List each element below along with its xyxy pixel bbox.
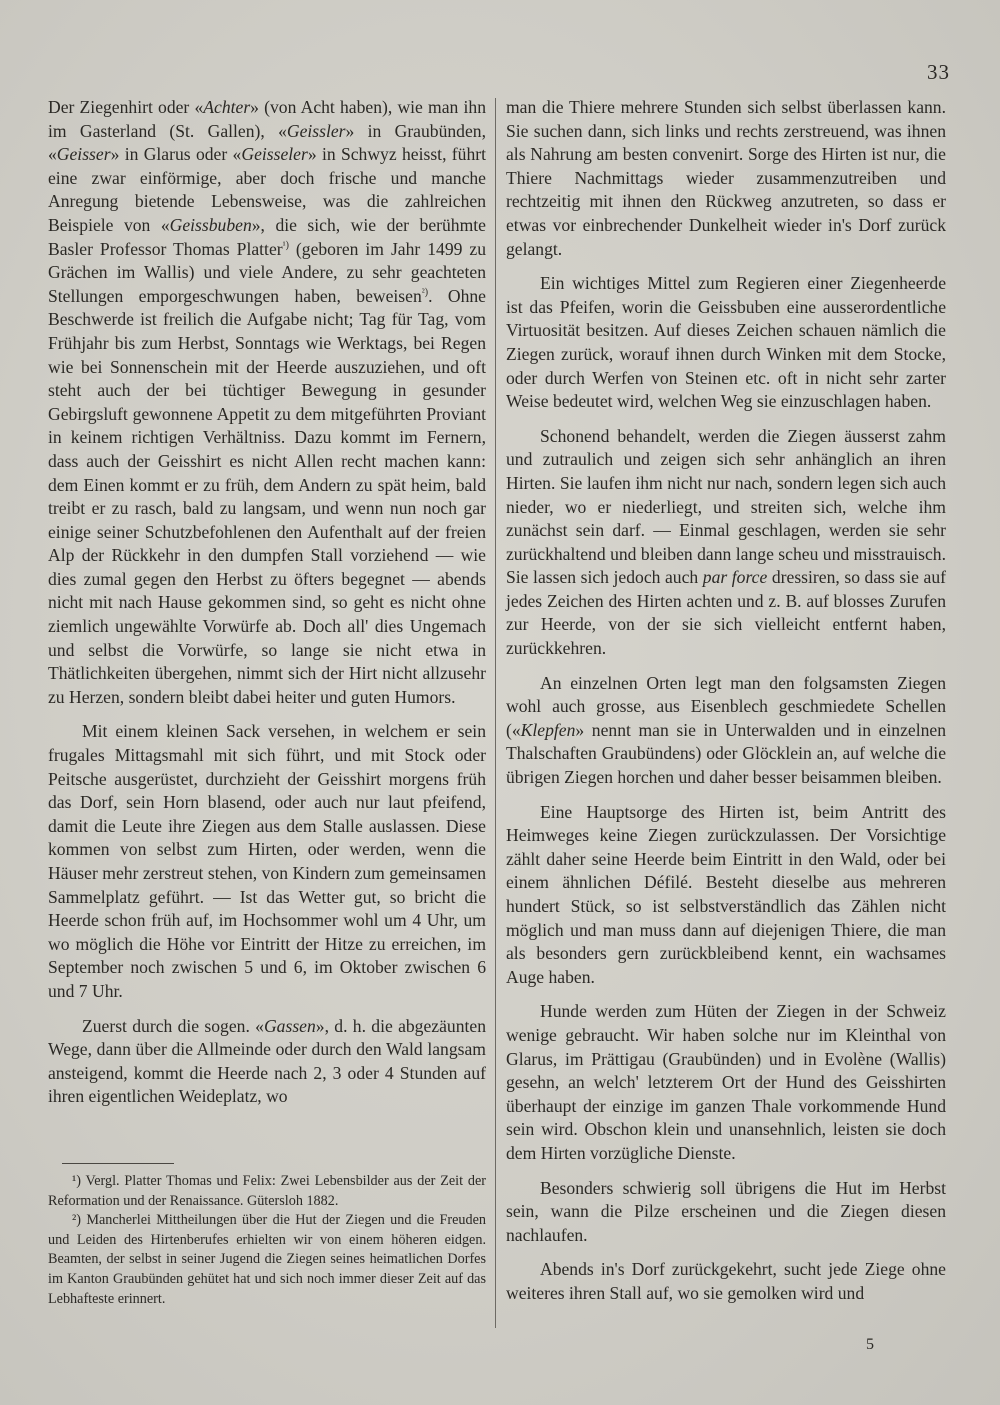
paragraph: Ein wichtiges Mittel zum Regieren einer Ziegenheerde ist das Pfeifen, worin die Geissbuben eine ausserordentliche Virtuosität besitzen. Auf dieses Zeichen schauen nämlich die Ziegen zurück, worauf ihnen durch Winken mit dem Stocke, oder durch Werfen von Steinen etc. oft in nicht sehr zarter Weise bedeutet wird, welchen Weg sie einzuschlagen haben. xyxy=(506,273,946,412)
paragraph: Abends in's Dorf zurückgekehrt, sucht jede Ziege ohne weiteres ihren Stall auf, wo sie gemolken wird und xyxy=(506,1259,946,1303)
paragraph: Hunde werden zum Hüten der Ziegen in der Schweiz wenige gebraucht. Wir haben solche nur im Kleinthal von Glarus, im Prättigau (Graubünden) und in Evolène (Wallis) gesehn, an welch' letzterem Ort der Hund des Geisshirten überhaupt der einzige im ganzen Thale vorkommende Hund sein wird. Obschon klein und unansehnlich, leisten sie doch dem Hirten vorzügliche Dienste. xyxy=(506,1001,946,1163)
signature-mark: 5 xyxy=(866,1336,874,1353)
page-number: 33 xyxy=(927,60,950,84)
footnote-rule xyxy=(62,1163,174,1164)
footnote-ref: ¹) xyxy=(282,239,289,251)
paragraph: Eine Hauptsorge des Hirten ist, beim Antritt des Heimweges keine Ziegen zurückzulassen. Der Vorsichtige zählt daher seine Heerde beim Eintritt in den Wald, oder bei einem ähnlichen Défilé. Besteht dieselbe aus mehreren hundert Stück, so ist selbstverständlich das Zählen nicht möglich und man muss dann auf diejenigen Thiere, die man als besonders gern zurückbleibend kennt, ein wachsames Auge haben. xyxy=(506,801,946,987)
column-divider xyxy=(495,98,496,1328)
footnote-2: ²) Mancherlei Mittheilungen über die Hut der Ziegen und die Freuden und Leiden des Hirtenberufes erhielten wir von einem höheren eidgen. Beamten, der selbst in seiner Jugend die Ziegen seines heimatlichen Dorfes im Kanton Graubünden gehütet hat und sich noch immer dieser Zeit auf das Lebhafteste erinnert. xyxy=(48,1212,486,1307)
paragraph: Zuerst durch die sogen. «Gassen», d. h. die abgezäunten Wege, dann über die Allmeinde oder durch den Wald langsam ansteigend, kommt die Heerde nach 2, 3 oder 4 Stunden auf ihren eigentlichen Weideplatz, wo xyxy=(48,1015,486,1107)
paragraph: Schonend behandelt, werden die Ziegen äusserst zahm und zutraulich und zeigen sich sehr anhänglich an ihren Hirten. Sie laufen ihm nicht nur nach, sondern legen sich auch nieder, wo er niederliegt, und streiten sich, welche ihm zunächst sein darf. — Einmal geschlagen, werden sie sehr zurückhaltend und bleiben dann lange scheu und misstrauisch. Sie lassen sich jedoch auch par force dressiren, so dass sie auf jedes Zeichen des Hirten achten und z. B. auf blosses Zurufen zur Heerde, von der sie sich vielleicht entfernt haben, zurückkehren. xyxy=(506,425,947,659)
paragraph: man die Thiere mehrere Stunden sich selbst überlassen kann. Sie suchen dann, sich links und rechts zerstreuend, was ihnen als Nahrung am besten convenirt. Sorge des Hirten ist nur, die Thiere Nachmittags wieder zusammenzutreiben und rechtzeitig mit ihnen den Rückweg anzutreten, so dass er etwas vor einbrechender Dunkelheit wieder in's Dorf zurück gelangt. xyxy=(506,97,946,259)
footnotes xyxy=(48,1172,486,1309)
paragraph: Mit einem kleinen Sack versehen, in welchem er sein frugales Mittagsmahl mit sich führt, und mit Stock oder Peitsche ausgerüstet, durchzieht der Geisshirt morgens früh das Dorf, sein Horn blasend, oder auch nur laut pfeifend, damit die Leute ihre Ziegen aus dem Stalle auslassen. Diese kommen von selbst zum Hirten, oder werden, wenn die Häuser mehr zerstreut stehen, von Kindern zum gemeinsamen Sammelplatz geführt. — Ist das Wetter gut, so bricht die Heerde schon früh auf, im Hochsommer wohl um 4 Uhr, um wo möglich die Höhe vor Eintritt der Hitze zu erreichen, im September noch zwischen 5 und 6, im Oktober zwischen 6 und 7 Uhr. xyxy=(48,721,486,1001)
footnote-1: ¹) Vergl. Platter Thomas und Felix: Zwei Lebensbilder aus der Zeit der Reformation und der Renaissance. Gütersloh 1882. xyxy=(48,1173,486,1209)
right-column xyxy=(506,96,946,1317)
left-column xyxy=(48,96,486,1120)
paragraph: An einzelnen Orten legt man den folgsamsten Ziegen wohl auch grosse, aus Eisenblech geschmiedete Schellen («Klepfen» nennt man sie in Unterwalden und in einzelnen Thalschaften Graubündens) oder Glöcklein an, auf welche die übrigen Ziegen horchen und daher besser beisammen bleiben. xyxy=(506,672,946,788)
paragraph: Besonders schwierig soll übrigens die Hut im Herbst sein, wann die Pilze erscheinen und die Ziegen diesen nachlaufen. xyxy=(506,1177,946,1245)
footnote-ref: ²) xyxy=(421,286,429,298)
paragraph: Der Ziegenhirt oder «Achter» (von Acht haben), wie man ihn im Gasterland (St. Gallen), «Geissler» in Graubünden, «Geisser» in Glarus oder «Geisseler» in Schwyz heisst, führt eine zwar einförmige, aber doch frische und manche Anregung bietende Lebensweise, was die zahlreichen Beispiele von «Geissbuben», die sich, wie der berühmte Basler Professor Thomas Platter$^{^1)}$ (geboren im Jahr 1499 zu Grächen im Wallis) und viele Andere, zu sehr geachteten Stellungen emporgeschwungen haben, beweisen$^{^2)}$. Ohne Beschwerde ist freilich die Aufgabe nicht; Tag für Tag, vom Frühjahr bis zum Herbst, Sonntags wie Werktags, bei Regen wie bei Sonnenschein mit der Heerde auszuziehen, und oft steht auch der bei tüchtiger Bewegung in gesunder Gebirgsluft gewonnene Appetit zu dem mitgeführten Proviant in keinem richtigen Verhältniss. Dazu kommt im Fernern, dass auch der Geisshirt es nicht Allen recht machen kann: dem Einen kommt er zu früh, dem Andern zu spät heim, bald treibt er zu rasch, bald zu langsam, und wenn nun noch gar einige seiner Schutzbefohlenen den Aufenthalt auf der freien Alp der Rückkehr in den dumpfen Stall vorziehend — wie dies zumal gegen den Herbst zu öfters begegnet — abends nicht mit nach Hause gekommen sind, so geht es nicht ohne ziemlich ungewählte Vorwürfe ab. Doch all' dies Ungemach und selbst die Vorwürfe, so lange sie nicht etwa in Thätlichkeiten übergehen, nimmt sich der Hirt nicht allzusehr zu Herzen, sondern bleibt dabei heiter und guten Humors. xyxy=(48,97,487,707)
